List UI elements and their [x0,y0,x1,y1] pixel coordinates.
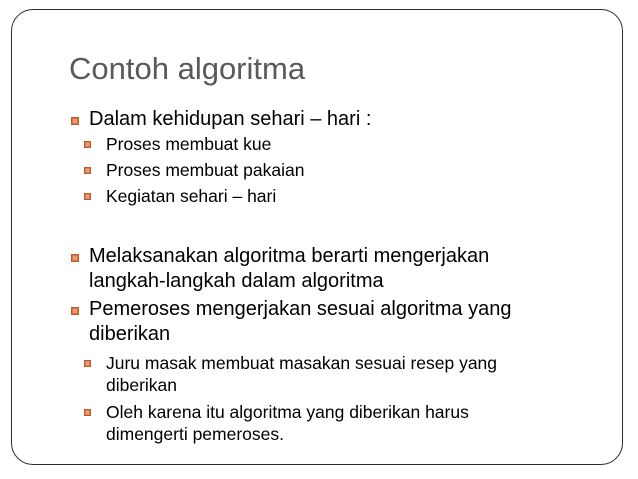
bullet-text-line: diberikan [89,323,171,345]
sub-bullet-text [106,352,586,396]
bullet-text-line: Melaksanakan algoritma berarti mengerjakan [89,245,490,267]
square-bullet-icon [71,307,79,315]
sub-bullet-text-line: Oleh karena itu algoritma yang diberikan harus [106,402,469,422]
bullet-text [89,297,589,347]
square-bullet-icon [71,117,79,125]
square-bullet-icon [84,193,91,200]
bullet-text-line: langkah-langkah dalam algoritma [89,270,384,292]
sub-bullet-text: Proses membuat pakaian [106,160,305,180]
bullet-text: Dalam kehidupan sehari – hari : [89,108,372,130]
square-bullet-icon [84,360,91,367]
sub-bullet-text: Proses membuat kue [106,134,272,154]
square-bullet-icon [84,141,91,148]
sub-bullet-text-line: dimengerti pemeroses. [106,424,284,444]
bullet-text [89,244,589,294]
sub-bullet-text-line: Juru masak membuat masakan sesuai resep yang [106,353,498,373]
bullet-text-line: Pemeroses mengerjakan sesuai algoritma yang [89,298,512,320]
sub-bullet-text-line: diberikan [106,375,178,395]
sub-bullet-text: Kegiatan sehari – hari [106,186,277,206]
square-bullet-icon [84,167,91,174]
square-bullet-icon [71,254,79,262]
square-bullet-icon [84,409,91,416]
sub-bullet-text [106,401,586,445]
slide-title: Contoh algoritma [69,51,306,86]
